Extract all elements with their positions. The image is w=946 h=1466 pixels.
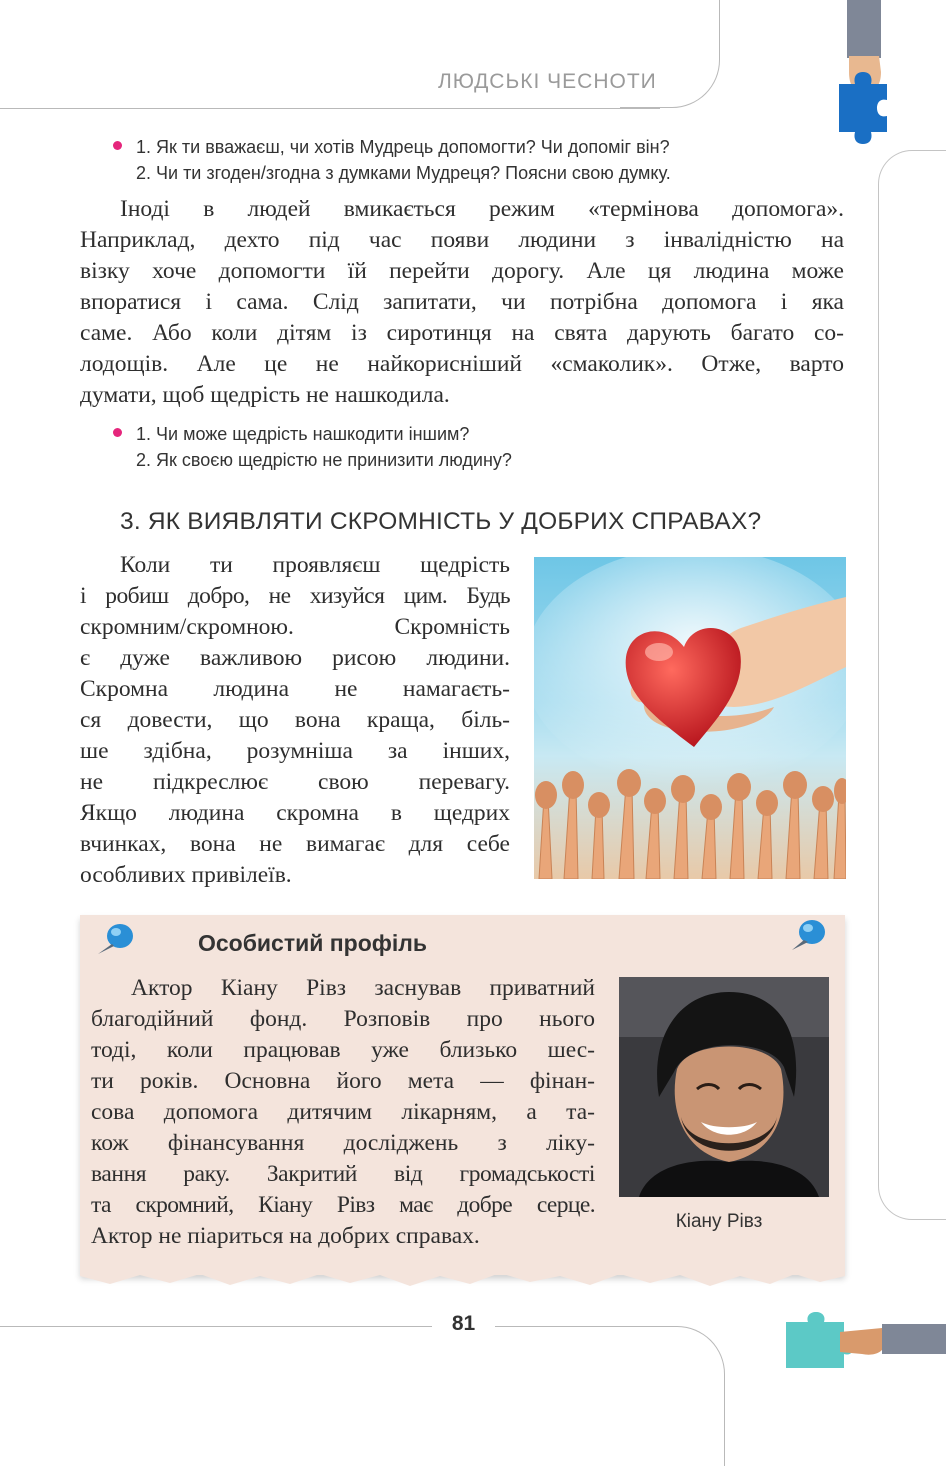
text-line: особливих привілеїв. xyxy=(80,862,292,888)
text-line: ше здібна, розумніша за інших, xyxy=(80,738,510,764)
footer-rule xyxy=(0,1326,432,1327)
question-item: 2. Чи ти згоден/згодна з думками Мудреця? Поясни свою думку. xyxy=(136,163,671,183)
keanu-reeves-photo xyxy=(619,977,829,1197)
question-item: 2. Як своєю щедрістю не принизити людину? xyxy=(136,450,512,470)
text-line: кож фінансування досліджень з ліку- xyxy=(91,1130,595,1156)
question-item: 1. Як ти вважаєш, чи хотів Мудрець допомогти? Чи допоміг він? xyxy=(136,137,670,157)
torn-paper-edge xyxy=(80,1262,845,1288)
text-line: ся довести, що вона краща, біль- xyxy=(80,707,510,733)
footer-corner-frame xyxy=(495,1326,725,1466)
profile-title: Особистий профіль xyxy=(197,930,428,956)
paragraph-urgent-help xyxy=(80,194,844,411)
questions-block-1 xyxy=(136,134,671,186)
text-line: Актор не піариться на добрих справах. xyxy=(91,1223,480,1249)
text-line: є дуже важливою рисою людини. xyxy=(80,645,510,671)
text-line: думати, щоб щедрість не нашкодила. xyxy=(80,382,450,408)
text-line: скромним/скромною. Скромність xyxy=(80,614,510,640)
question-item: 1. Чи може щедрість нашкодити іншим? xyxy=(136,424,470,444)
paragraph-modesty xyxy=(80,550,510,891)
text-line: саме. Або коли дітям із сиротинця на свята дарують багато со- xyxy=(80,320,844,346)
question-bullet xyxy=(113,428,122,437)
margin-bracket xyxy=(878,150,946,1220)
text-line: Іноді в людей вмикається режим «термінова допомога». xyxy=(120,196,844,222)
text-line: Скромна людина не намагаєть- xyxy=(80,676,510,702)
text-line: лодощів. Але це не найкорисніший «смаколик». Отже, варто xyxy=(80,351,844,377)
page-number: 81 xyxy=(451,1312,476,1335)
text-line: впоратися і сама. Слід запитати, чи потрібна допомога і яка xyxy=(80,289,844,315)
text-line: Коли ти проявляєш щедрість xyxy=(120,552,510,578)
text-line: Наприклад, дехто під час появи людини з інвалідністю на xyxy=(80,227,844,253)
photo-caption: Кіану Рівз xyxy=(675,1211,763,1232)
questions-block-2 xyxy=(136,421,512,473)
text-line: Актор Кіану Рівз заснував приватний xyxy=(131,975,595,1001)
text-line: і робиш добро, не хизуйся цим. Будь xyxy=(80,583,510,609)
text-line: сова допомога дитячим лікарням, а та- xyxy=(91,1099,595,1125)
heart-in-hands-photo xyxy=(534,557,846,879)
section-title: 3. ЯК ВИЯВЛЯТИ СКРОМНІСТЬ У ДОБРИХ СПРАВАХ? xyxy=(120,508,762,535)
hand-puzzle-icon xyxy=(782,1310,946,1370)
profile-text xyxy=(91,973,595,1252)
text-line: Якщо людина скромна в щедрих xyxy=(80,800,510,826)
running-head: ЛЮДСЬКІ ЧЕСНОТИ xyxy=(438,70,657,93)
text-line: благодійний фонд. Розповів про нього xyxy=(91,1006,595,1032)
hand-puzzle-icon xyxy=(825,0,895,150)
header-rule xyxy=(0,108,660,109)
question-bullet xyxy=(113,141,122,150)
text-line: ти років. Основна його мета — фінан- xyxy=(91,1068,595,1094)
text-line: та скромний, Кіану Рівз має добре серце. xyxy=(91,1192,595,1218)
text-line: вчинках, вона не вимагає для себе xyxy=(80,831,510,857)
text-line: не підкреслює свою перевагу. xyxy=(80,769,510,795)
text-line: тоді, коли працював уже близько шес- xyxy=(91,1037,595,1063)
pushpin-icon xyxy=(790,916,832,954)
text-line: вання раку. Закритий від громадськості xyxy=(91,1161,595,1187)
text-line: візку хоче допомогти їй перейти дорогу. Але ця людина може xyxy=(80,258,844,284)
